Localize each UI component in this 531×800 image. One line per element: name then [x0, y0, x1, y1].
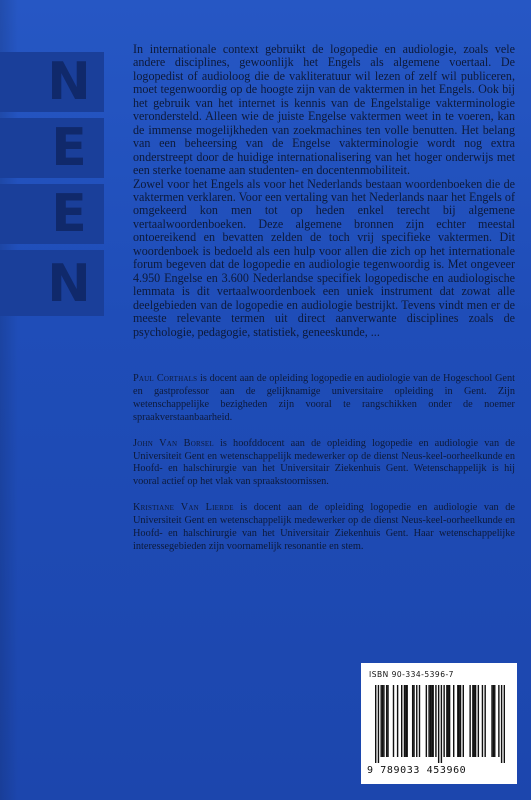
barcode-bar: [416, 685, 417, 757]
barcode-bar: [406, 685, 407, 757]
author-bio: [133, 373, 515, 425]
barcode-bar: [474, 685, 475, 757]
barcode-icon: [375, 685, 505, 763]
barcode-bar: [397, 685, 398, 757]
author-name: John Van Borsel: [133, 437, 214, 449]
barcode-bar: [460, 685, 461, 757]
barcode-label: [361, 663, 517, 784]
barcode-bar: [449, 685, 450, 757]
logo-letter: E: [51, 118, 87, 178]
barcode-digits: 9 789033 453960: [367, 765, 467, 776]
logo-letter: E: [51, 184, 87, 244]
barcode-bar: [494, 685, 495, 757]
barcode-bar: [430, 685, 431, 757]
barcode-bar: [387, 685, 388, 757]
back-cover-text: [133, 43, 515, 554]
blurb: [133, 43, 515, 339]
barcode-bar: [441, 685, 442, 763]
barcode-bar: [405, 685, 406, 757]
barcode-bar: [458, 685, 459, 757]
barcode-bar: [478, 685, 479, 757]
barcode-bar: [431, 685, 432, 757]
barcode-bar: [448, 685, 449, 757]
barcode-bar: [438, 685, 439, 763]
barcode-bar: [435, 685, 436, 757]
author-name: Paul Corthals: [133, 372, 198, 384]
barcode-bar: [382, 685, 383, 757]
barcode-bar: [432, 685, 433, 757]
barcode-bar: [375, 685, 376, 763]
barcode-bar: [393, 685, 394, 757]
barcode-bar: [426, 685, 427, 757]
barcode-bar: [412, 685, 413, 757]
barcode-bar: [428, 685, 429, 757]
logo-letter: N: [47, 52, 91, 112]
isbn-text: ISBN 90-334-5396-7: [369, 670, 454, 679]
barcode-bar: [419, 685, 420, 757]
barcode-bar: [475, 685, 476, 757]
author-bio: [133, 502, 515, 554]
barcode-bar: [413, 685, 414, 757]
barcode-bar: [472, 685, 473, 757]
barcode-bar: [453, 685, 454, 757]
author-bio-text: is docent aan de opleiding logopedie en audiologie van de Hogeschool Gent en gastprofessor aan de gelijknamige universitaire opleiding in Gent. Zijn wetenschappelijke bezigheden zijn vooral te rangschikken onder de noemer spraakverstaanbaarheid.: [133, 372, 516, 423]
author-bio-text: is docent aan de opleiding logopedie en audiologie van de Universiteit Gent en wetenschappelijk medewerker op de dienst Neus-keel-oorheelkunde en Hoofd- en halschirurgie van het Universitair Ziekenhuis Gent. Haar wetenschappelijke interessegebieden zijn voornamelijk resonantie en stem.: [133, 502, 515, 552]
barcode-bar: [404, 685, 405, 757]
barcode-bar: [469, 685, 470, 757]
barcode-bar: [463, 685, 464, 757]
barcode-bar: [378, 685, 379, 763]
logo-letter: N: [47, 254, 91, 314]
barcode-bar: [386, 685, 387, 757]
blurb-paragraph: Zowel voor het Engels als voor het Nederlands bestaan woordenboeken die de vaktermen verklaren. Voor een vertaling van het Nederlands naar het Engels of omgekeerd kon men tot op heden enkel terecht bij algemene vertaalwoordenboeken. Deze algemene bronnen zijn echter meestal ontoereikend en bevatten zelden de toch vrij specifieke vaktermen. Dit woordenboek is bedoeld als een hulp voor allen die zich op het internationale forum begeven dat de logopedie en audiologie tegenwoordig is. Met ongeveer 4.950 Engelse en 3.600 Nederlandse specifiek logopedische en audiologische lemmata is dit vertaalwoordenboek een uniek instrument dat zowat alle deelgebieden van de logopedie en audiologie bestrijkt. Tevens vindt men er de meeste relevante termen uit direct aanverwante disciplines zoals de psychologie, pedagogie, statistiek, geneeskunde, ...: [133, 176, 515, 339]
barcode-bar: [501, 685, 502, 763]
barcode-bar: [498, 685, 499, 757]
barcode-bar: [401, 685, 402, 757]
author-name: Kristiane Van Lierde: [133, 502, 234, 514]
barcode-bar: [484, 685, 485, 757]
author-bio: [133, 438, 515, 490]
author-bio-text: is hoofddocent aan de opleiding logopedie en audiologie van de Universiteit Gent en wetenschappelijk medewerker op de dienst Neus-keel-oorheelkunde en Hoofd- en halschirurgie van het Universitair Ziekenhuis Gent. Wetenschappelijk is hij vooral actief op het vlak van spraakstoornissen.: [133, 437, 515, 488]
barcode-bar: [504, 685, 505, 763]
barcode-bar: [493, 685, 494, 757]
barcode-bar: [446, 685, 447, 757]
barcode-bar: [457, 685, 458, 757]
barcode-bar: [443, 685, 444, 757]
barcode-bar: [383, 685, 384, 757]
publisher-logo: [0, 52, 110, 317]
blurb-paragraph: In internationale context gebruikt de logopedie en audiologie, zoals vele andere disciplines, gewoonlijk het Engels als algemene voertaal. De logopedist of audioloog die de vakliteratuur wil lezen of zelf wil publiceren, moet tegenwoordig op de hoogte zijn van de vaktermen in het Engels. Ook bij het gebruik van het internet is kennis van de Engelstalige vakterminologie verondersteld. Alleen wie de juiste Engelse vaktermen weet in te voeren, kan de immense mogelijkheden van zoekmachines ten volle benutten. Het belang van een beheersing van de Engelse vakterminologie wordt nog extra onderstreept door de huidige internationalisering van het hoger onderwijs met een sterke toename aan studenten- en docentenmobiliteit.: [133, 42, 515, 178]
barcode-bar: [482, 685, 483, 757]
barcode-bar: [491, 685, 492, 757]
barcode-bar: [380, 685, 381, 757]
